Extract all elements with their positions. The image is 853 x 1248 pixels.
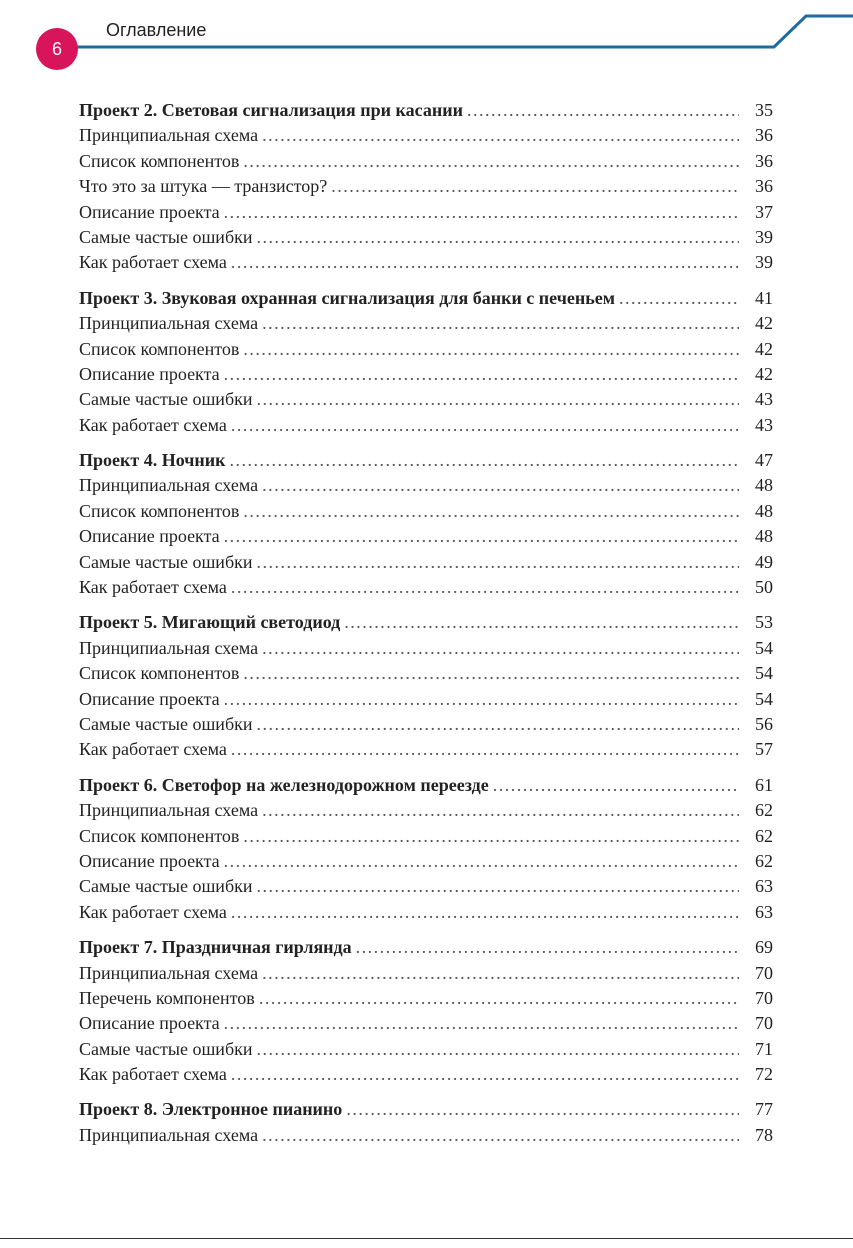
toc-entry-page: 49 [755,551,773,572]
toc-entry[interactable] [79,849,773,874]
toc-entry-page: 50 [755,577,773,598]
toc-entry[interactable] [79,250,773,275]
toc-entry-page: 48 [755,526,773,547]
toc-entry-title: Принципиальная схема [79,637,259,658]
leader-dots [231,737,739,762]
toc-entry[interactable] [79,687,773,712]
toc-entry[interactable] [79,473,773,498]
toc-entry-title: Проект 5. Мигающий светодиод [79,612,341,633]
leader-dots [243,499,739,524]
toc-entry[interactable] [79,174,773,199]
page-number: 6 [51,38,62,59]
toc-entry[interactable] [79,636,773,661]
toc-entry-title: Описание проекта [79,363,220,384]
toc-section [79,610,773,762]
toc-entry-page: 43 [755,389,773,410]
toc-entry-page: 57 [755,739,773,760]
toc-entry-title: Список компонентов [79,663,240,684]
toc-entry-title: Что это за штука — транзистор? [79,176,328,197]
toc-entry[interactable] [79,1062,773,1087]
leader-dots [243,149,739,174]
toc-entry[interactable] [79,200,773,225]
toc-entry-title: Описание проекта [79,526,220,547]
toc-entry-page: 56 [755,713,773,734]
toc-entry[interactable] [79,575,773,600]
toc-entry-title: Принципиальная схема [79,313,259,334]
toc-section [79,286,773,438]
toc-entry-title: Список компонентов [79,825,240,846]
toc-entry-page: 69 [755,937,773,958]
leader-dots [262,636,739,661]
toc-entry-page: 62 [755,825,773,846]
toc-entry-page: 54 [755,637,773,658]
toc-entry-title: Самые частые ошибки [79,713,253,734]
toc-section [79,1097,773,1148]
toc-entry-page: 39 [755,252,773,273]
toc-entry-title: Самые частые ошибки [79,389,253,410]
toc-section [79,448,773,600]
toc-entry-page: 36 [755,176,773,197]
toc-entry[interactable] [79,737,773,762]
toc-entry-title: Список компонентов [79,150,240,171]
page-number-badge [36,28,78,70]
leader-dots [256,874,739,899]
leader-dots [259,986,739,1011]
leader-dots [243,824,739,849]
leader-dots [243,661,739,686]
toc-entry-title: Как работает схема [79,577,227,598]
toc-entry-page: 63 [755,901,773,922]
leader-dots [230,448,739,473]
leader-dots [224,524,739,549]
toc-entry-title: Принципиальная схема [79,962,259,983]
table-of-contents [79,98,773,1158]
toc-section [79,98,773,276]
leader-dots [256,1037,739,1062]
toc-entry-title: Как работает схема [79,1064,227,1085]
toc-section-heading[interactable] [79,448,773,473]
leader-dots [231,575,739,600]
toc-entry-page: 54 [755,688,773,709]
toc-section-heading[interactable] [79,773,773,798]
toc-entry[interactable] [79,1011,773,1036]
leader-dots [256,387,739,412]
leader-dots [231,900,739,925]
toc-entry-page: 41 [755,287,773,308]
toc-entry-page: 54 [755,663,773,684]
leader-dots [224,687,739,712]
toc-entry-page: 71 [755,1038,773,1059]
toc-entry[interactable] [79,499,773,524]
toc-entry-title: Описание проекта [79,1013,220,1034]
toc-entry-page: 72 [755,1064,773,1085]
toc-entry-page: 47 [755,450,773,471]
toc-entry[interactable] [79,362,773,387]
leader-dots [224,849,739,874]
leader-dots [344,610,739,635]
toc-section-heading[interactable] [79,286,773,311]
toc-entry-page: 42 [755,313,773,334]
leader-dots [224,1011,739,1036]
toc-entry-page: 61 [755,774,773,795]
leader-dots [262,961,739,986]
toc-entry-page: 62 [755,850,773,871]
leader-dots [262,1123,739,1148]
toc-entry-page: 70 [755,962,773,983]
toc-section-heading[interactable] [79,935,773,960]
toc-entry[interactable] [79,311,773,336]
bottom-rule [0,1238,853,1239]
leader-dots [224,200,739,225]
toc-entry-title: Как работает схема [79,739,227,760]
toc-entry-title: Перечень компонентов [79,987,255,1008]
toc-entry-page: 53 [755,612,773,633]
toc-entry-title: Как работает схема [79,414,227,435]
toc-entry-page: 77 [755,1099,773,1120]
leader-dots [224,362,739,387]
leader-dots [231,1062,739,1087]
toc-entry[interactable] [79,524,773,549]
leader-dots [467,98,739,123]
toc-entry[interactable] [79,550,773,575]
leader-dots [256,550,739,575]
toc-entry[interactable] [79,986,773,1011]
toc-entry-title: Самые частые ошибки [79,551,253,572]
leader-dots [256,712,739,737]
toc-entry[interactable] [79,824,773,849]
toc-entry-page: 62 [755,800,773,821]
toc-entry-title: Проект 3. Звуковая охранная сигнализация для банки с печеньем [79,287,615,308]
leader-dots [493,773,739,798]
toc-entry-page: 36 [755,125,773,146]
toc-entry-title: Самые частые ошибки [79,1038,253,1059]
toc-entry-page: 42 [755,363,773,384]
toc-entry[interactable] [79,149,773,174]
running-header-title: Оглавление [106,20,207,40]
toc-entry-page: 48 [755,475,773,496]
toc-entry[interactable] [79,123,773,148]
toc-entry-page: 42 [755,338,773,359]
toc-entry[interactable] [79,1037,773,1062]
toc-entry-title: Проект 6. Светофор на железнодорожном переезде [79,774,489,795]
leader-dots [356,935,739,960]
toc-entry-page: 70 [755,1013,773,1034]
toc-entry-page: 35 [755,100,773,120]
toc-entry[interactable] [79,874,773,899]
toc-entry-title: Проект 2. Световая сигнализация при касании [79,100,463,120]
toc-entry[interactable] [79,337,773,362]
toc-entry-page: 48 [755,500,773,521]
toc-entry-title: Проект 7. Праздничная гирлянда [79,937,352,958]
toc-entry-title: Список компонентов [79,338,240,359]
toc-section-heading[interactable] [79,610,773,635]
toc-entry-title: Самые частые ошибки [79,226,253,247]
toc-entry[interactable] [79,387,773,412]
leader-dots [262,798,739,823]
toc-section-heading[interactable] [79,1097,773,1122]
leader-dots [231,250,739,275]
leader-dots [262,123,739,148]
toc-entry-title: Принципиальная схема [79,475,259,496]
toc-entry[interactable] [79,413,773,438]
toc-entry-page: 78 [755,1124,773,1145]
toc-section [79,935,773,1087]
toc-entry[interactable] [79,712,773,737]
leader-dots [262,473,739,498]
toc-entry-title: Проект 8. Электронное пианино [79,1099,343,1120]
toc-entry-page: 37 [755,201,773,222]
toc-section-heading[interactable] [79,98,773,123]
toc-entry[interactable] [79,900,773,925]
toc-entry-title: Принципиальная схема [79,125,259,146]
toc-entry-title: Описание проекта [79,688,220,709]
toc-entry-title: Самые частые ошибки [79,876,253,897]
toc-entry[interactable] [79,225,773,250]
toc-entry[interactable] [79,961,773,986]
toc-entry[interactable] [79,661,773,686]
leader-dots [243,337,739,362]
toc-entry[interactable] [79,1123,773,1148]
toc-entry[interactable] [79,798,773,823]
toc-entry-title: Принципиальная схема [79,1124,259,1145]
toc-section [79,773,773,925]
leader-dots [331,174,739,199]
leader-dots [256,225,739,250]
toc-entry-title: Принципиальная схема [79,800,259,821]
leader-dots [262,311,739,336]
toc-entry-page: 43 [755,414,773,435]
leader-dots [346,1097,739,1122]
toc-entry-page: 70 [755,987,773,1008]
toc-entry-title: Как работает схема [79,901,227,922]
toc-entry-title: Как работает схема [79,252,227,273]
leader-dots [231,413,739,438]
toc-entry-title: Список компонентов [79,500,240,521]
toc-entry-title: Описание проекта [79,201,220,222]
toc-entry-page: 63 [755,876,773,897]
leader-dots [619,286,739,311]
toc-entry-title: Проект 4. Ночник [79,450,226,471]
toc-entry-page: 36 [755,150,773,171]
toc-entry-page: 39 [755,226,773,247]
toc-entry-title: Описание проекта [79,850,220,871]
